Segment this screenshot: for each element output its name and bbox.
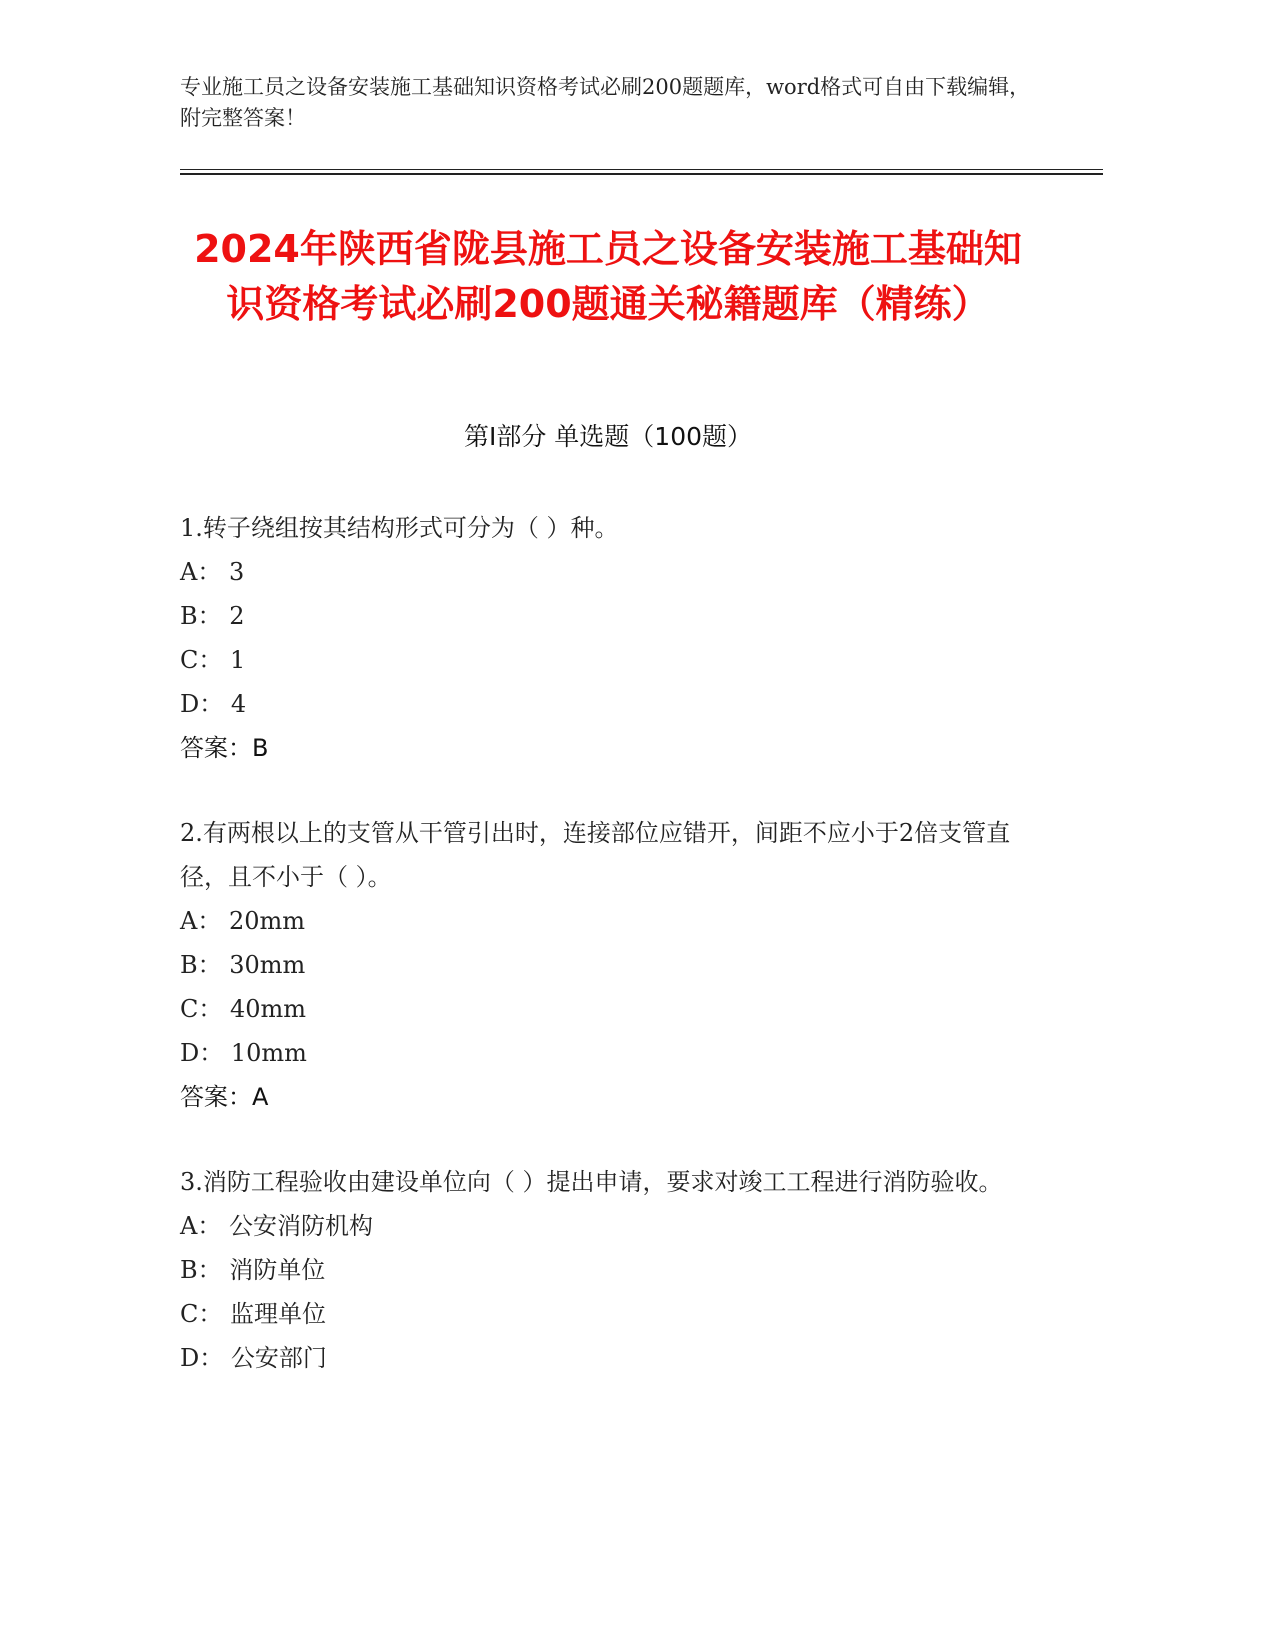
option-c: C： 1 xyxy=(180,646,246,674)
option-a: A： 公安消防机构 xyxy=(180,1212,373,1240)
option-d: D： 公安部门 xyxy=(180,1344,327,1372)
option-c: C： 40mm xyxy=(180,995,307,1023)
answer-line: 答案：A xyxy=(180,1083,269,1111)
question-text: 2.有两根以上的支管从干管引出时，连接部位应错开，间距不应小于2倍支管直径，且不小于（ ）。 xyxy=(180,819,1011,891)
question-1 xyxy=(180,506,1040,770)
question-text: 3.消防工程验收由建设单位向（ ）提出申请，要求对竣工工程进行消防验收。 xyxy=(180,1168,1003,1196)
option-a: A： 3 xyxy=(180,558,245,586)
question-text: 1.转子绕组按其结构形式可分为（ ）种。 xyxy=(180,514,619,542)
option-b: B： 30mm xyxy=(180,951,306,979)
question-list xyxy=(180,506,1040,1421)
document-title: 2024年陕西省陇县施工员之设备安装施工基础知识资格考试必刷200题通关秘籍题库（精练） xyxy=(194,227,1022,326)
answer-line: 答案：B xyxy=(180,734,269,762)
question-3 xyxy=(180,1160,1040,1380)
option-d: D： 4 xyxy=(180,690,247,718)
option-c: C： 监理单位 xyxy=(180,1300,326,1328)
header-note: 专业施工员之设备安装施工基础知识资格考试必刷200题题库，word格式可自由下载编辑，附完整答案！ xyxy=(180,75,1031,130)
option-a: A： 20mm xyxy=(180,907,306,935)
question-2 xyxy=(180,811,1040,1119)
option-b: B： 2 xyxy=(180,602,245,630)
option-d: D： 10mm xyxy=(180,1039,307,1067)
header-rule-thin xyxy=(180,169,1103,170)
header-rule-thick xyxy=(180,173,1103,175)
option-b: B： 消防单位 xyxy=(180,1256,326,1284)
section-title: 第Ⅰ部分 单选题（100题） xyxy=(463,422,753,451)
